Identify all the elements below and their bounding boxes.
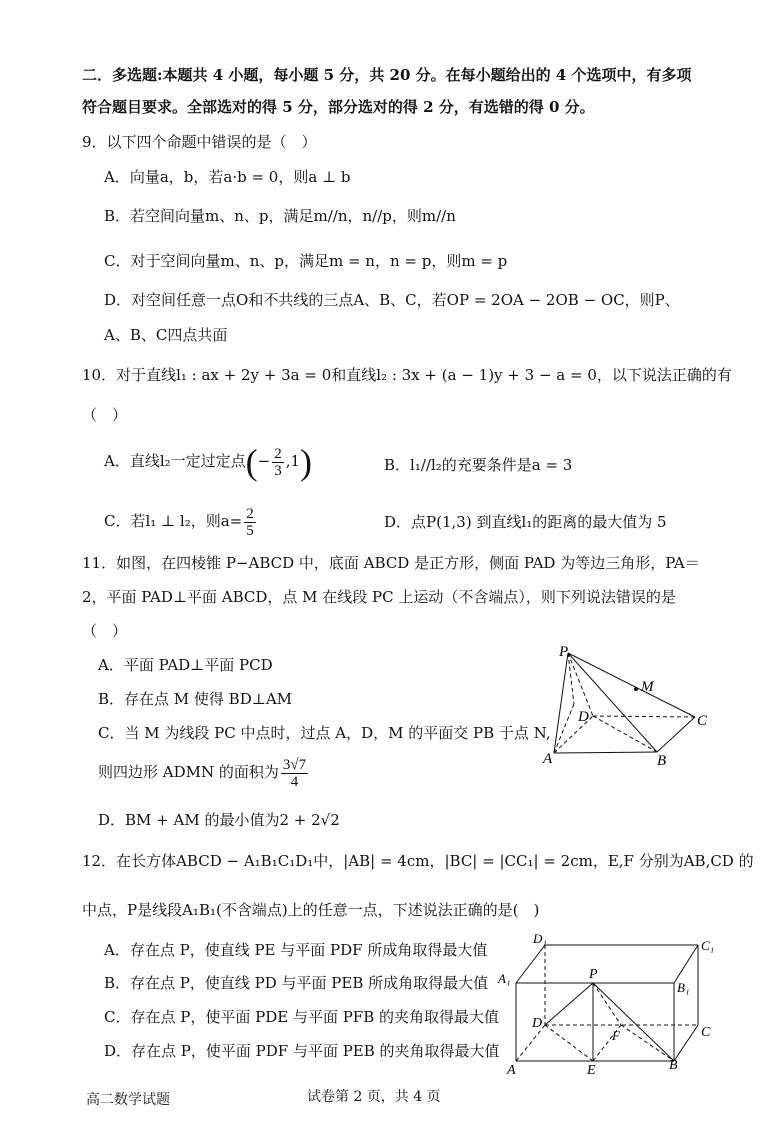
fraction-denominator: 5 (246, 522, 254, 539)
label-P: P (589, 967, 598, 982)
label-P: P (559, 644, 569, 660)
q12-option-a: A．存在点 P，使直线 PE 与平面 PDF 所成角取得最大值 (104, 941, 488, 959)
edge-C1B1 (674, 945, 698, 983)
q10-paren: （ ） (82, 406, 128, 424)
q11-option-a: A．平面 PAD⊥平面 PCD (98, 656, 273, 674)
left-paren: ( (245, 442, 258, 482)
edge-BC (674, 1025, 698, 1061)
label-C1: C₁ (701, 938, 715, 953)
point-M (634, 687, 638, 691)
label-A: A (507, 1063, 516, 1078)
q11-option-c-text: 则四边形 ADMN 的面积为 (98, 763, 279, 781)
segment-FB-hidden (621, 1025, 674, 1061)
q9-option-d-line2: A、B、C四点共面 (104, 326, 228, 344)
q10-option-b: B．l₁//l₂的充要条件是a = 3 (384, 456, 573, 474)
q10-option-c (104, 501, 258, 541)
segment-PB (593, 983, 674, 1061)
q12-option-b: B．存在点 P，使直线 PD 与平面 PEB 所成角取得最大值 (104, 974, 489, 992)
segment-DE-hidden (545, 1025, 593, 1061)
edge-DC-hidden (593, 716, 695, 717)
q12-option-c: C．存在点 P，使平面 PDE 与平面 PFB 的夹角取得最大值 (104, 1008, 500, 1026)
right-paren: ) (300, 442, 313, 482)
q10-option-a-text: A．直线l₂一定过定点 (104, 452, 246, 470)
label-D: D (532, 1016, 543, 1031)
q9-option-b: B．若空间向量m、n、p，满足m//n，n//p，则m//n (104, 207, 456, 225)
edge-A1D1 (516, 945, 545, 983)
q11-stem-line1: 11．如图，在四棱锥 P−ABCD 中，底面 ABCD 是正方形，侧面 PAD 为等边三角形，PA＝ (82, 554, 700, 572)
footer-subject: 高二数学试题 (86, 1092, 170, 1108)
q11-option-d: D．BM + AM 的最小值为2 + 2√2 (98, 811, 340, 829)
q10-option-a-tail: ,1 (285, 452, 301, 470)
label-F: F (612, 1028, 620, 1043)
q12-stem-line1: 12．在长方体ABCD − A₁B₁C₁D₁中，|AB| = 4cm，|BC| = |CC₁| = 2cm，E,F 分别为AB,CD 的 (82, 852, 754, 870)
label-M: M (641, 679, 654, 695)
q12-cuboid-figure (495, 928, 725, 1078)
segment-PF-hidden (593, 983, 621, 1025)
fraction-denominator: 4 (290, 773, 299, 790)
q9-stem: 9．以下四个命题中错误的是（ ） (82, 133, 317, 151)
q11-option-c-fraction (281, 757, 308, 790)
q9-option-a: A．向量a，b，若a·b = 0，则a ⊥ b (104, 168, 351, 186)
fraction-numerator: 2 (274, 445, 282, 462)
label-C: C (701, 1025, 711, 1040)
label-D1: D₁ (533, 931, 547, 946)
q10-option-a (104, 441, 312, 482)
q9-option-d-line1: D．对空间任意一点O和不共线的三点A、B、C，若OP = 2OA − 2OB − OC，则P、 (104, 291, 680, 309)
q10-option-c-text: C．若l₁ ⊥ l₂，则a= (104, 512, 243, 530)
edge-PA (554, 653, 568, 753)
q10-option-c-fraction (244, 506, 256, 539)
q10-option-d: D．点P(1,3) 到直线l₁的距离的最大值为 5 (384, 513, 667, 531)
footer-page-number: 试卷第 2 页，共 4 页 (307, 1089, 441, 1105)
label-B1: B₁ (677, 980, 690, 995)
label-B: B (669, 1058, 678, 1073)
label-A: A (543, 751, 553, 767)
q11-pyramid-figure (535, 640, 715, 775)
label-D: D (578, 709, 589, 725)
section-heading-line1: 二．多选题:本题共 4 小题，每小题 5 分，共 20 分。在每小题给出的 4 个选项中，有多项 (82, 66, 692, 84)
edge-PB (568, 653, 657, 752)
q12-stem-line2: 中点，P是线段A₁B₁(不含端点)上的任意一点，下述说法正确的是( ) (82, 901, 540, 919)
section-heading-line2: 符合题目要求。全部选对的得 5 分，部分选对的得 2 分，有选错的得 0 分。 (82, 98, 595, 116)
edge-BC (657, 717, 695, 752)
edge-AB (554, 752, 657, 753)
label-B: B (657, 753, 667, 769)
q11-option-b: B．存在点 M 使得 BD⊥AM (98, 690, 293, 708)
q11-option-c-line1: C．当 M 为线段 PC 中点时，过点 A，D，M 的平面交 PB 于点 N, (98, 724, 551, 742)
q10-stem: 10．对于直线l₁ : ax + 2y + 3a = 0和直线l₂ : 3x + (a − 1)y + 3 − a = 0，以下说法正确的有 (82, 366, 732, 384)
q11-option-c-line2 (98, 752, 310, 792)
q11-stem-line2: 2，平面 PAD⊥平面 ABCD，点 M 在线段 PC 上运动（不含端点），则下列说法错误的是 (82, 588, 676, 606)
label-E: E (587, 1063, 596, 1078)
segment-PD (545, 983, 593, 1025)
fraction-numerator: 2 (246, 505, 254, 522)
q11-paren: （ ） (82, 622, 128, 640)
q9-option-c: C．对于空间向量m、n、p，满足m = n，n = p，则m = p (104, 252, 508, 270)
fraction-denominator: 3 (274, 462, 282, 479)
q10-option-a-fraction (272, 446, 284, 479)
fraction-numerator: 3√7 (282, 756, 307, 773)
label-C: C (697, 713, 708, 729)
q12-option-d: D．存在点 P，使平面 PDF 与平面 PEB 的夹角取得最大值 (104, 1042, 500, 1060)
label-A1: A₁ (498, 971, 511, 986)
edge-DB-hidden (593, 716, 657, 752)
edge-PC (568, 653, 695, 717)
minus-sign: − (257, 452, 271, 470)
